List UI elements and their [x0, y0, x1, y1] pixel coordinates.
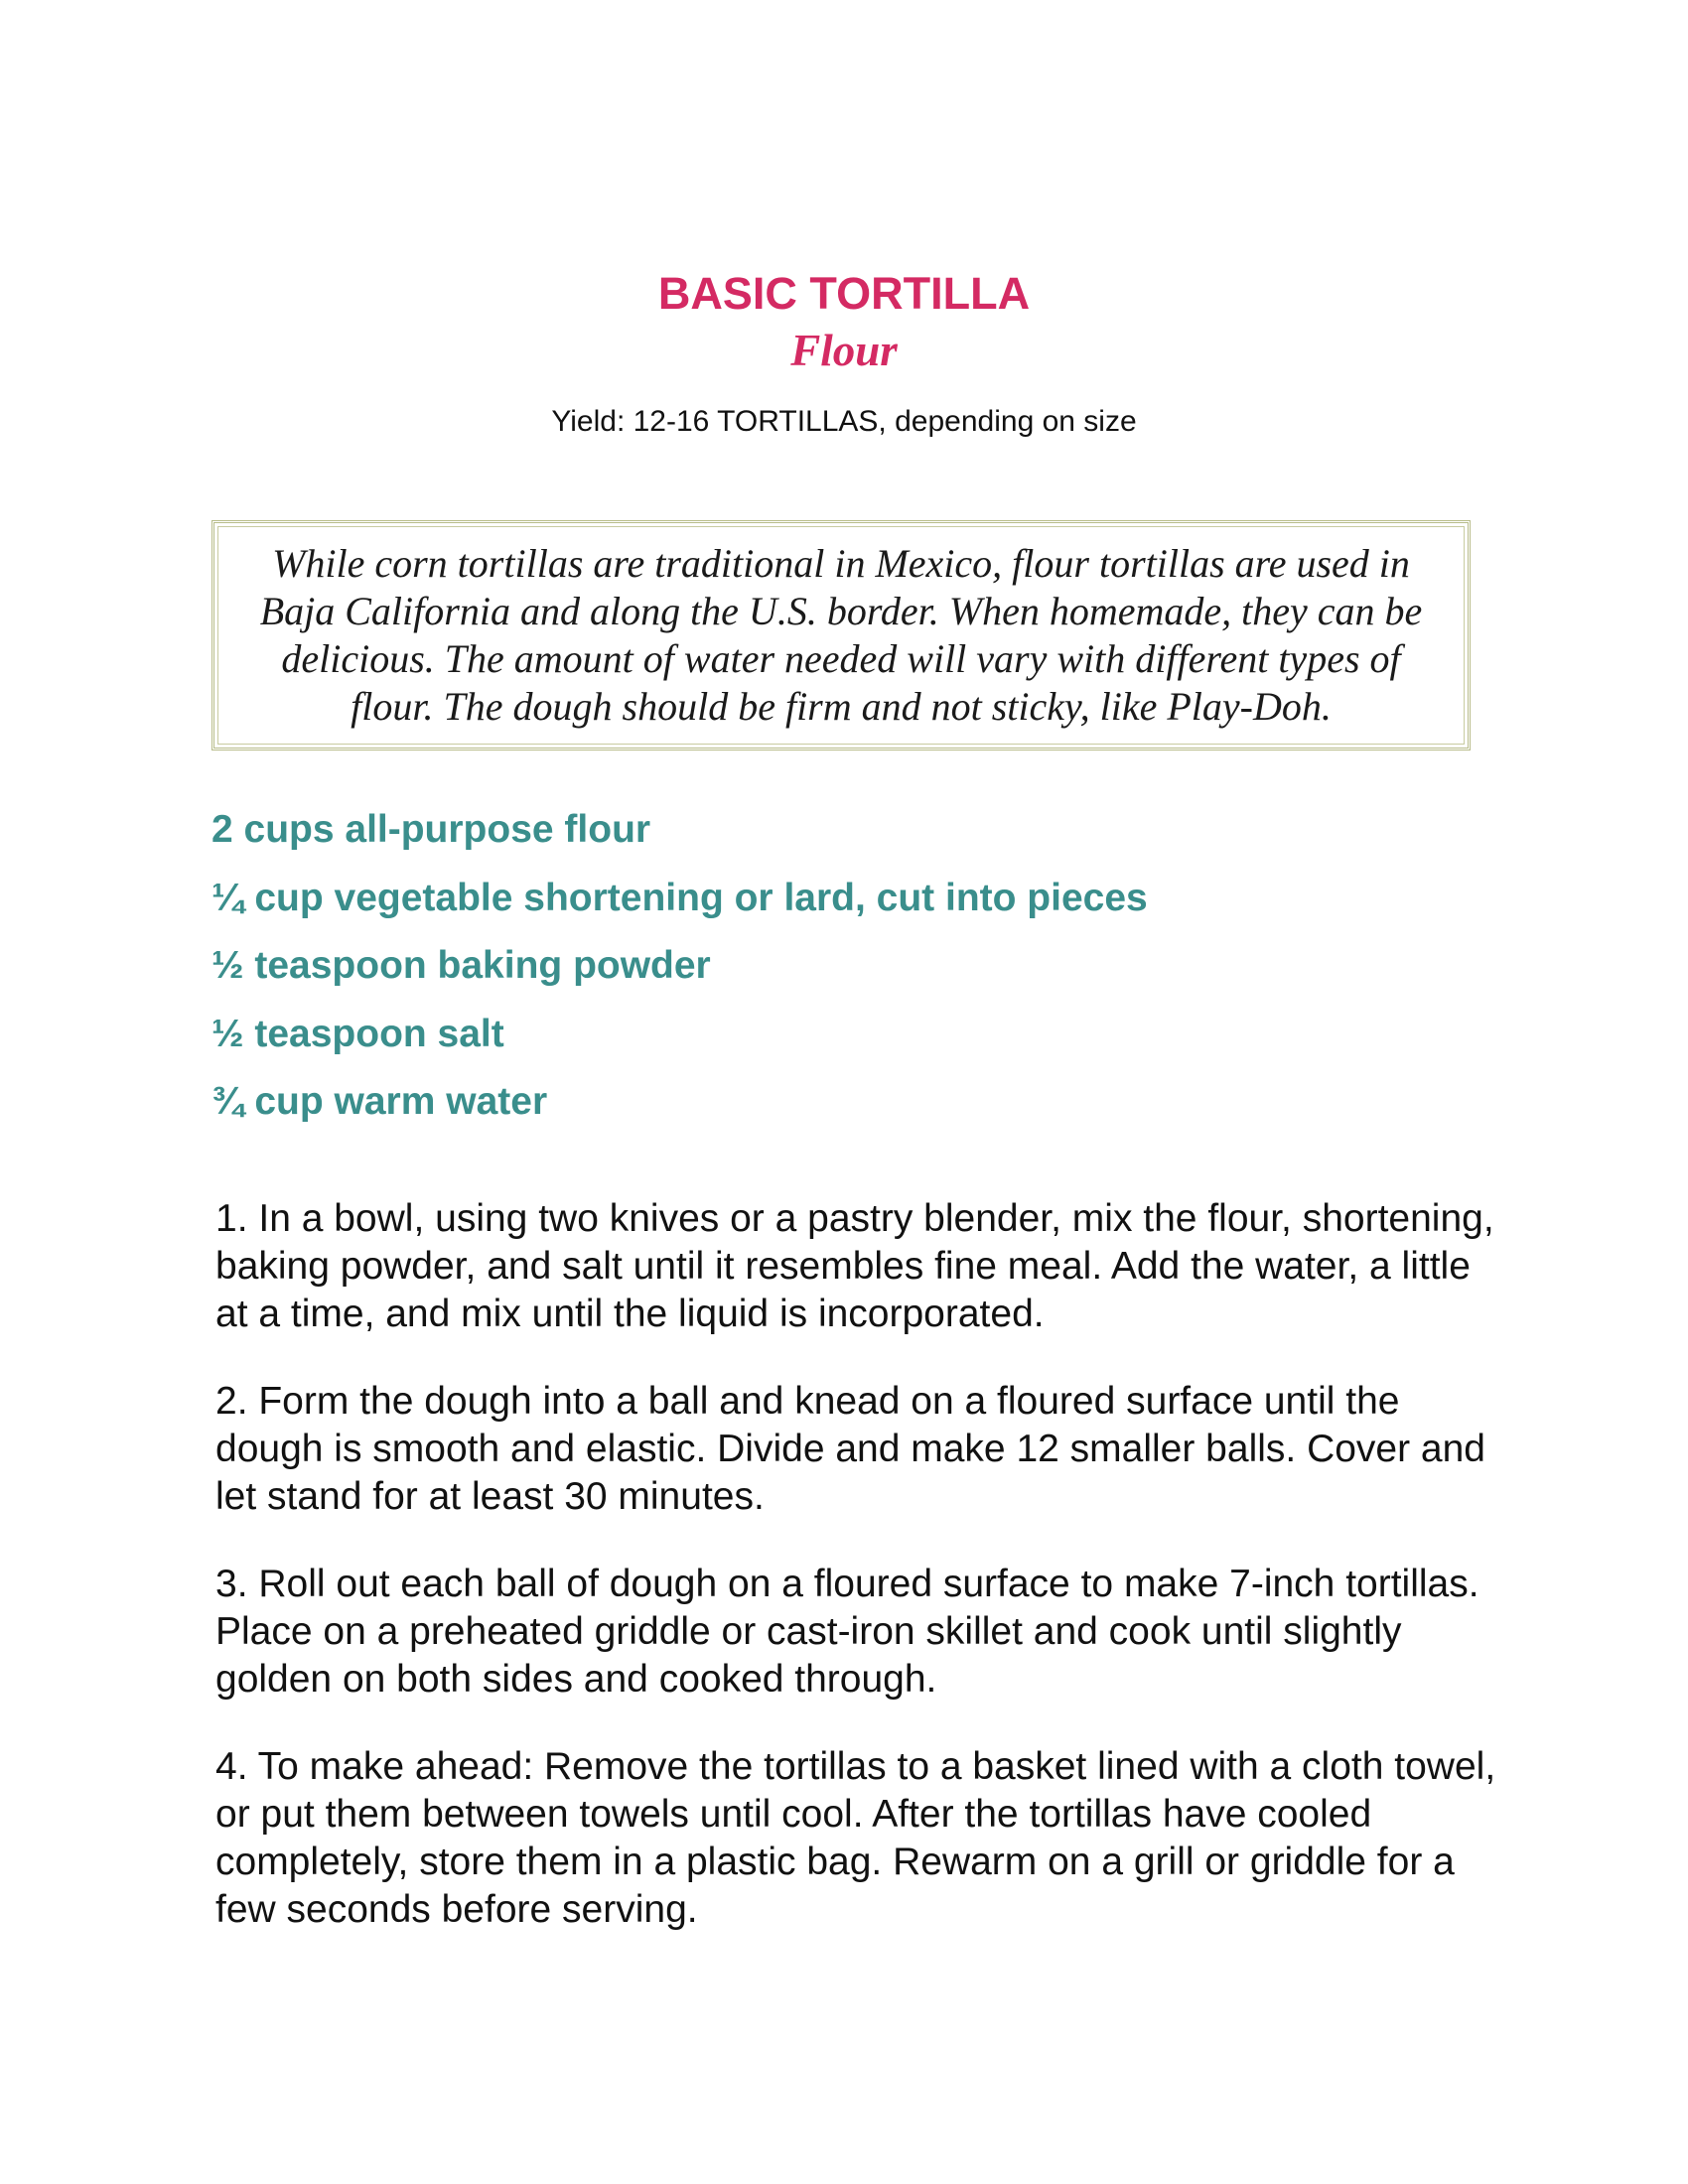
- recipe-title: BASIC TORTILLA: [657, 268, 1031, 319]
- intro-text: While corn tortillas are traditional in Mexico, flour tortillas are used in Baja California and along the U.S. border. When homemade, they can be delicious. The amount of water needed will vary with different types of flour. The dough should be firm and not sticky, like Play-Doh.: [259, 541, 1423, 729]
- instruction-step: 1. In a bowl, using two knives or a pastry blender, mix the flour, shortening, baking powder, and salt until it resembles fine meal. Add the water, a little at a time, and mix until the liquid is incorporated.: [215, 1197, 1494, 1335]
- instruction-steps: [215, 1195, 1496, 1974]
- instruction-step: 4. To make ahead: Remove the tortillas to a basket lined with a cloth towel, or put them between towels until cool. After the tortillas have cooled completely, store them in a plastic bag. Rewarm on a grill or griddle for a few seconds before serving.: [215, 1745, 1496, 1931]
- ingredient-item: 2 cups all-purpose flour: [211, 808, 651, 851]
- ingredient-item: ¼ cup vegetable shortening or lard, cut into pieces: [211, 876, 1148, 919]
- instruction-step: 3. Roll out each ball of dough on a floured surface to make 7-inch tortillas. Place on a preheated griddle or cast-iron skillet and cook until slightly golden on both sides and cooked through.: [215, 1563, 1479, 1701]
- ingredient-item: ½ teaspoon salt: [211, 1012, 504, 1055]
- recipe-yield: Yield: 12-16 TORTILLAS, depending on size: [551, 405, 1137, 438]
- instruction-step: 2. Form the dough into a ball and knead on a floured surface until the dough is smooth and elastic. Divide and make 12 smaller balls. Cover and let stand for at least 30 minutes.: [215, 1380, 1486, 1518]
- recipe-subtitle: Flour: [790, 326, 898, 375]
- intro-box: [211, 520, 1471, 751]
- ingredient-item: ½ teaspoon baking powder: [211, 944, 711, 987]
- ingredient-item: ¾ cup warm water: [211, 1080, 548, 1123]
- intro-box-inner: [217, 526, 1465, 745]
- ingredient-list: [211, 806, 1148, 1147]
